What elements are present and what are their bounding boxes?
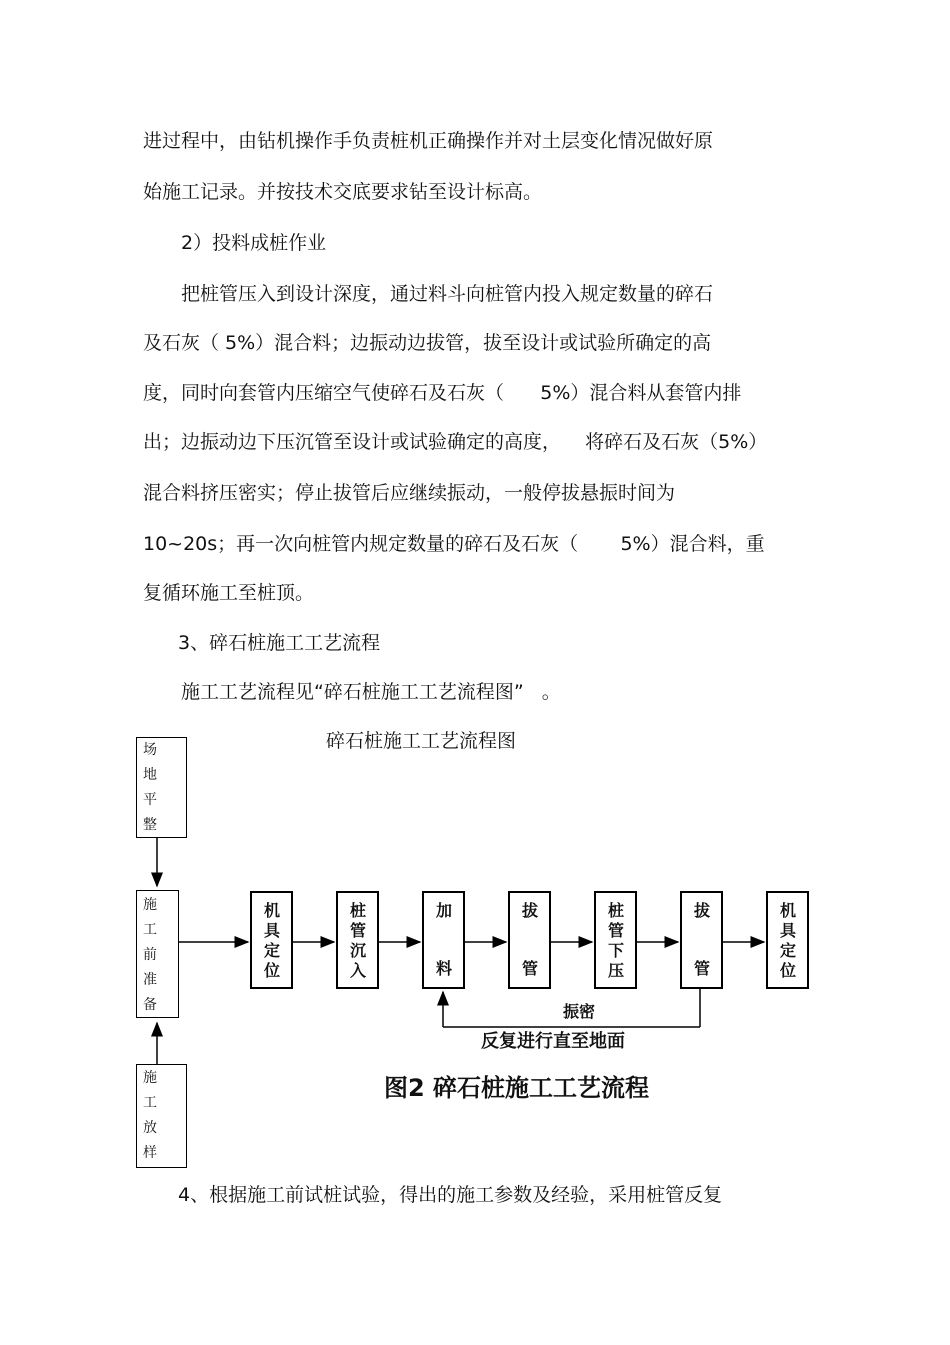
step-char: 管 (349, 921, 366, 940)
flowchart-title: 碎石桩施工工艺流程图 (326, 730, 517, 752)
step-char: 管 (607, 921, 624, 940)
step-char: 具 (263, 921, 280, 940)
step-char: 管 (693, 959, 710, 978)
step-machine-positioning (250, 891, 293, 989)
step-char: 管 (521, 959, 538, 978)
step-char: 桩 (607, 901, 624, 920)
text-line-5: 及石灰（ 5%）混合料；边振动边拔管，拔至设计或试验所确定的高 (143, 332, 712, 354)
step-pipe-press-down (594, 891, 637, 989)
box-prep-char: 前 (143, 947, 157, 963)
text-line-6: 度，同时向套管内压缩空气使碎石及石灰（ 5%）混合料从套管内排 (143, 382, 742, 404)
box-layout-char: 放 (143, 1120, 157, 1136)
box-construction-layout (136, 1064, 187, 1168)
text-line-12: 施工工艺流程见“碎石桩施工工艺流程图” 。 (181, 681, 561, 703)
box-construction-prep (136, 890, 179, 1018)
step-char: 拔 (693, 901, 710, 920)
step-char: 定 (779, 941, 796, 960)
figure-caption: 图2 碎石桩施工工艺流程 (384, 1074, 650, 1102)
box-site-leveling (136, 737, 187, 838)
step-machine-positioning-2 (766, 891, 809, 989)
step-char: 拔 (521, 901, 538, 920)
text-line-4: 把桩管压入到设计深度，通过料斗向桩管内投入规定数量的碎石 (181, 283, 714, 305)
box-layout-char: 工 (143, 1095, 157, 1111)
step-pull-pipe-2 (680, 891, 723, 989)
step-char: 下 (607, 941, 624, 960)
section-heading-4: 4、根据施工前试桩试验，得出的施工参数及经验，采用桩管反复 (178, 1184, 723, 1206)
section-heading-2: 2）投料成桩作业 (181, 232, 327, 254)
box-layout-char: 样 (143, 1145, 157, 1161)
step-char: 加 (435, 901, 452, 920)
step-char: 位 (779, 961, 796, 980)
step-char: 入 (349, 961, 366, 980)
text-line-8: 混合料挤压密实；停止拔管后应继续振动，一般停拔悬振时间为 (143, 482, 676, 504)
box-prep-char: 施 (143, 897, 157, 913)
box-prep-char: 备 (143, 997, 157, 1013)
text-line-2: 始施工记录。并按技术交底要求钻至设计标高。 (143, 181, 543, 203)
box-site-char: 场 (143, 742, 157, 758)
box-prep-char: 准 (143, 972, 157, 988)
text-line-7: 出；边振动边下压沉管至设计或试验确定的高度， 将碎石及石灰（5%） (143, 431, 768, 453)
step-add-material (422, 891, 465, 989)
step-pull-pipe-1 (508, 891, 551, 989)
box-layout-char: 施 (143, 1070, 157, 1086)
loop-label-repeat: 反复进行直至地面 (481, 1031, 625, 1052)
box-site-char: 平 (143, 792, 157, 808)
box-site-char: 地 (143, 767, 157, 783)
text-line-1: 进过程中，由钻机操作手负责桩机正确操作并对土层变化情况做好原 (143, 130, 714, 152)
step-char: 位 (263, 961, 280, 980)
step-char: 料 (435, 959, 452, 978)
loop-label-vibrate: 振密 (563, 1002, 596, 1021)
box-prep-char: 工 (143, 922, 157, 938)
step-char: 定 (263, 941, 280, 960)
section-heading-3: 3、碎石桩施工工艺流程 (178, 632, 381, 654)
step-pipe-sinking (336, 891, 379, 989)
step-char: 沉 (349, 941, 366, 960)
step-char: 压 (607, 961, 624, 980)
step-char: 桩 (349, 901, 366, 920)
text-line-10: 复循环施工至桩顶。 (143, 582, 315, 604)
step-char: 机 (779, 901, 796, 920)
step-char: 机 (263, 901, 280, 920)
box-site-char: 整 (143, 817, 157, 833)
step-char: 具 (779, 921, 796, 940)
text-line-9: 10~20s；再一次向桩管内规定数量的碎石及石灰（ 5%）混合料，重 (143, 533, 765, 555)
